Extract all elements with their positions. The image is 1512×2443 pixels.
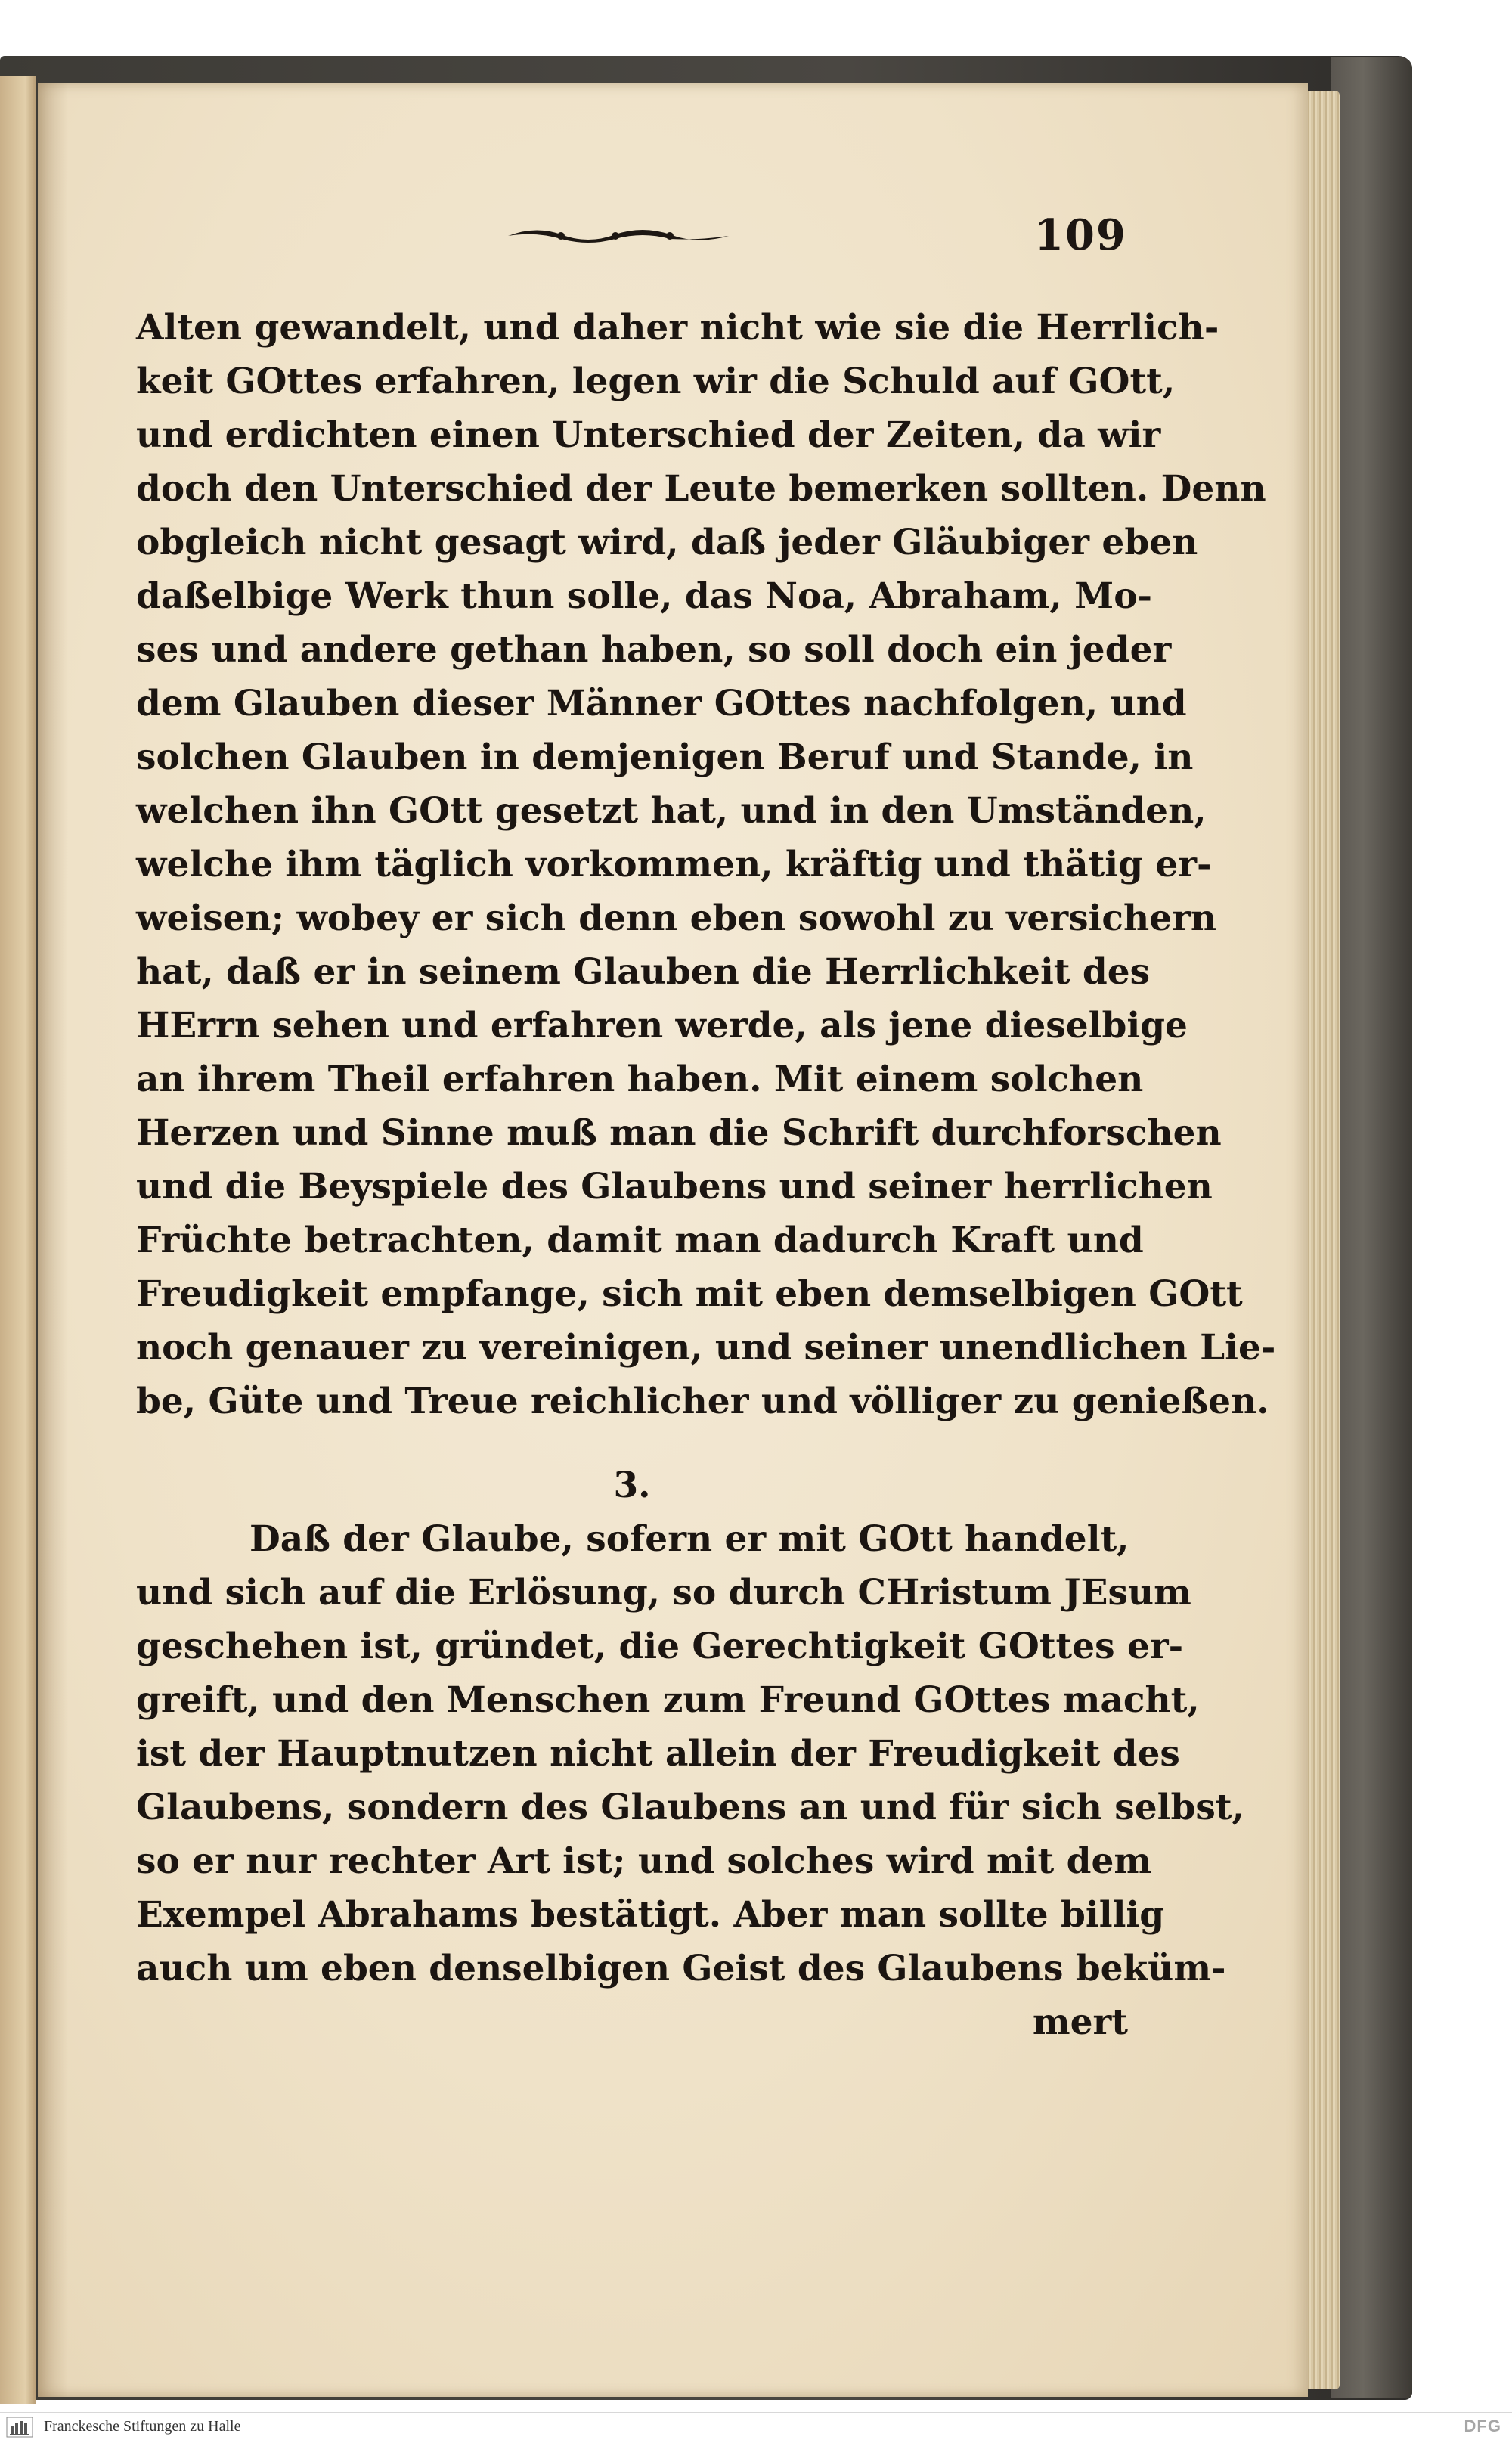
- text-line: so er nur rechter Art ist; und solches wird mit dem: [136, 1840, 1152, 1882]
- text-line: geschehen ist, gründet, die Gerechtigkeit GOttes er-: [136, 1626, 1184, 1667]
- ornament-rule-icon: [505, 219, 732, 253]
- text-line: doch den Unterschied der Leute bemerken sollten. Denn: [136, 468, 1266, 510]
- text-line: solchen Glauben in demjenigen Beruf und Stande, in: [136, 736, 1194, 778]
- text-line: ist der Hauptnutzen nicht allein der Freudigkeit des: [136, 1733, 1180, 1775]
- text-line: noch genauer zu vereinigen, und seiner unendlichen Lie-: [136, 1327, 1276, 1369]
- text-line: ses und andere gethan haben, so soll doch ein jeder: [136, 629, 1172, 671]
- text-line: welche ihm täglich vorkommen, kräftig und thätig er-: [136, 844, 1212, 885]
- page-text: [136, 301, 1276, 2049]
- text-line: Exempel Abrahams bestätigt. Aber man sollte billig: [136, 1894, 1165, 1936]
- text-line: keit GOttes erfahren, legen wir die Schuld auf GOtt,: [136, 361, 1176, 402]
- text-line: be, Güte und Treue reichlicher und völliger zu genießen.: [136, 1381, 1269, 1422]
- text-line: hat, daß er in seinem Glauben die Herrlichkeit des: [136, 951, 1151, 993]
- text-line: Alten gewandelt, und daher nicht wie sie die Herrlich-: [136, 307, 1219, 349]
- text-line: Daß der Glaube, sofern er mit GOtt handelt,: [249, 1518, 1129, 1560]
- text-line: weisen; wobey er sich denn eben sowohl zu versichern: [136, 898, 1217, 939]
- text-line: obgleich nicht gesagt wird, daß jeder Gläubiger eben: [136, 522, 1198, 563]
- text-line: auch um eben denselbigen Geist des Glaubens beküm-: [136, 1948, 1226, 1989]
- institution-logo-icon: [6, 2417, 33, 2438]
- page-number: 109: [1034, 210, 1127, 260]
- text-line: Herzen und Sinne muß man die Schrift durchforschen: [136, 1112, 1222, 1154]
- text-line: dem Glauben dieser Männer GOttes nachfolgen, und: [136, 683, 1187, 724]
- dfg-label: DFG: [1464, 2417, 1501, 2435]
- text-line: an ihrem Theil erfahren haben. Mit einem solchen: [136, 1059, 1144, 1100]
- facing-page-edge: [0, 76, 36, 2404]
- text-line: Freudigkeit empfange, sich mit eben demselbigen GOtt: [136, 1273, 1243, 1315]
- gutter-shadow: [38, 83, 68, 2397]
- catchword: mert: [1032, 2001, 1128, 2043]
- text-line: und erdichten einen Unterschied der Zeiten, da wir: [136, 414, 1161, 456]
- text-line: Glaubens, sondern des Glaubens an und für sich selbst,: [136, 1787, 1244, 1828]
- paragraph-2: [136, 1512, 1244, 1995]
- book-cover-edge: [1331, 57, 1412, 2398]
- text-line: und sich auf die Erlösung, so durch CHristum JEsum: [136, 1572, 1191, 1614]
- text-line: greift, und den Menschen zum Freund GOttes macht,: [136, 1679, 1200, 1721]
- text-line: daßelbige Werk thun solle, das Noa, Abraham, Mo-: [136, 575, 1153, 617]
- text-line: und die Beyspiele des Glaubens und seiner herrlichen: [136, 1166, 1213, 1208]
- paragraph-1: [136, 301, 1276, 1428]
- section-number: 3.: [613, 1465, 651, 1506]
- section-spacer: [136, 1428, 1128, 1459]
- institution-name: Franckesche Stiftungen zu Halle: [44, 2418, 241, 2435]
- text-line: HErrn sehen und erfahren werde, als jene dieselbige: [136, 1005, 1188, 1046]
- text-line: Früchte betrachten, damit man dadurch Kraft und: [136, 1220, 1144, 1261]
- text-line: welchen ihn GOtt gesetzt hat, und in den Umständen,: [136, 790, 1207, 832]
